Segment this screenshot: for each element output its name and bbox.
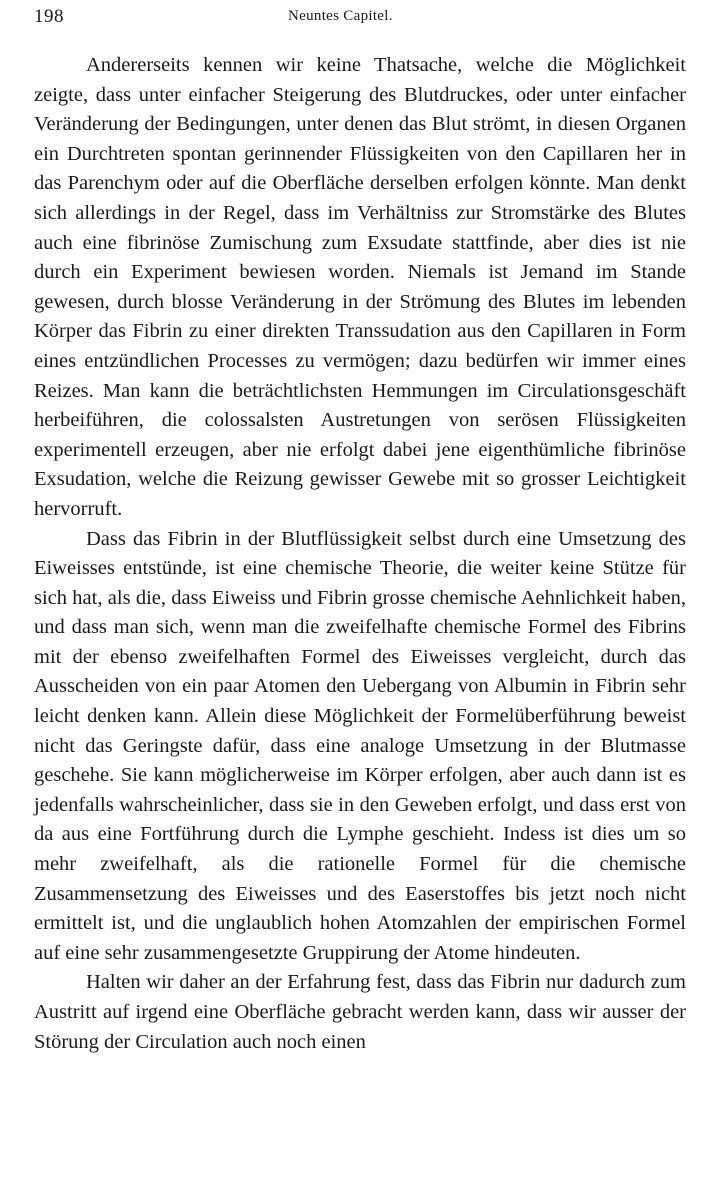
body-text [34, 51, 686, 1057]
chapter-title: Neuntes Capitel. [288, 8, 393, 24]
page-number: 198 [34, 6, 64, 27]
paragraph-1: Andererseits kennen wir keine Thatsache, welche die Möglichkeit zeigte, dass unter einfacher Steigerung des Blutdruckes, oder unter einfacher Veränderung der Bedingungen, unter denen das Blut strömt, in diesen Organen ein Durchtreten spontan gerinnender Flüssigkeiten von den Capillaren her in das Parenchym oder auf die Oberfläche derselben erfolgen könnte. Man denkt sich allerdings in der Regel, dass im Verhältniss zur Stromstärke des Blutes auch eine fibrinöse Zumischung zum Exsudate stattfinde, aber dies ist nie durch ein Experiment bewiesen worden. Niemals ist Jemand im Stande gewesen, durch blosse Veränderung in der Strömung des Blutes im lebenden Körper das Fibrin zu einer direkten Transsudation aus den Capillaren in Form eines entzündlichen Processes zu vermögen; dazu bedürfen wir immer eines Reizes. Man kann die beträchtlichsten Hemmungen im Circulationsgeschäft herbeiführen, die colossalsten Austretungen von serösen Flüssigkeiten experimentell erzeugen, aber nie erfolgt dabei jene eigenthümliche fibrinöse Exsudation, welche die Reizung gewisser Gewebe mit so grosser Leichtigkeit hervorruft. [34, 54, 686, 520]
paragraph-3: Halten wir daher an der Erfahrung fest, dass das Fibrin nur dadurch zum Austritt auf irgend eine Oberfläche gebracht werden kann, dass wir ausser der Störung der Circulation auch noch einen [34, 971, 686, 1053]
paragraph-2: Dass das Fibrin in der Blutflüssigkeit selbst durch eine Umsetzung des Eiweisses entstünde, ist eine chemische Theorie, die weiter keine Stütze für sich hat, als die, dass Eiweiss und Fibrin grosse chemische Aehnlichkeit haben, und dass man sich, wenn man die zweifelhafte chemische Formel des Fibrins mit der ebenso zweifelhaften Formel des Eiweisses vergleicht, durch das Ausscheiden von ein paar Atomen den Uebergang von Albumin in Fibrin sehr leicht denken kann. Allein diese Möglichkeit der Formelüberführung beweist nicht das Geringste dafür, dass eine analoge Umsetzung in der Blutmasse geschehe. Sie kann möglicherweise im Körper erfolgen, aber auch dann ist es jedenfalls wahrscheinlicher, dass sie in den Geweben erfolgt, und dass erst von da aus eine Fortführung durch die Lymphe geschieht. Indess ist dies um so mehr zweifelhaft, als die rationelle Formel für die chemische Zusammensetzung des Eiweisses und des Easerstoffes bis jetzt noch nicht ermittelt ist, und die unglaublich hohen Atomzahlen der empirischen Formel auf eine sehr zusammengesetzte Gruppirung der Atome hindeuten. [34, 527, 686, 964]
running-head [34, 6, 688, 28]
